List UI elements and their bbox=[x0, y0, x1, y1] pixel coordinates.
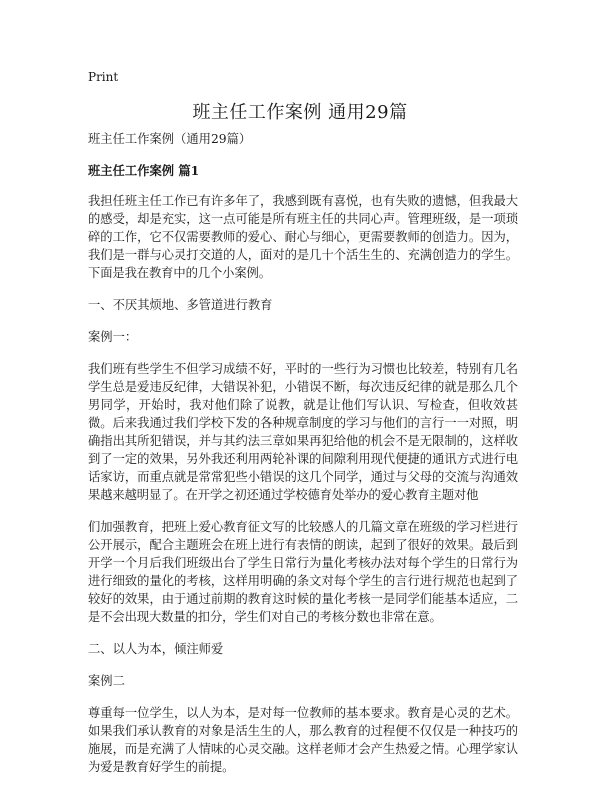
paragraph-intro: 我担任班主任工作已有许多年了，我感到既有喜悦，也有失败的遗憾，但我最大的感受，却是充实，这一点可能是所有班主任的共同心声。管理班级，是一项琐碎的工作，它不仅需要教师的爱心、耐心与细心，更需要教师的创造力。因为，我们是一群与心灵打交道的人，面对的是几十个活生生的、充满创造力的学生。下面是我在教育中的几个小案例。 bbox=[88, 194, 518, 280]
section-subheading-1: 一、不厌其烦地、多管道进行教育 bbox=[88, 298, 273, 312]
document-title: 班主任工作案例 通用29篇 bbox=[192, 102, 408, 123]
print-label: Print bbox=[88, 70, 119, 84]
section-heading: 班主任工作案例 篇1 bbox=[88, 163, 200, 178]
section-subheading-2: 二、以人为本，倾注师爱 bbox=[88, 642, 224, 656]
document-subtitle: 班主任工作案例（通用29篇） bbox=[88, 132, 252, 146]
case-label-1: 案例一： bbox=[88, 330, 138, 344]
document-body bbox=[88, 130, 518, 790]
paragraph-case-2: 尊重每一位学生，以人为本，是对每一位教师的基本要求。教育是心灵的艺术。如果我们承认教育的对象是活生生的人，那么教育的过程便不仅仅是一种技巧的施展，而是充满了人情味的心灵交融。这样老师才会产生热爱之情。心理学家认为爱是教育好学生的前提。 bbox=[88, 706, 518, 774]
paragraph-case-1b: 们加强教育，把班上爱心教育征文写的比较感人的几篇文章在班级的学习栏进行公开展示，配合主题班会在班上进行有表情的朗读，起到了很好的效果。最后到开学一个月后我们班级出台了学生日常行为量化考核办法对每个学生的日常行为进行细致的量化的考核，这样用明确的条文对每个学生的言行进行规范也起到了较好的效果，由于通过前期的教育这时候的量化考核一是同学们能基本适应，二是不会出现大数量的扣分，学生们对自己的考核分数也非常在意。 bbox=[88, 520, 518, 624]
case-label-2: 案例二 bbox=[88, 674, 125, 688]
paragraph-case-1a: 我们班有些学生不但学习成绩不好，平时的一些行为习惯也比较差，特别有几名学生总是爱违反纪律，大错误补犯，小错误不断，每次违反纪律的就是那么几个男同学，开始时，我对他们除了说教，就是让他们写认识、写检查，但收效甚微。后来我通过我们学校下发的各种规章制度的学习与他们的言行一一对照，明确指出其所犯错误，并与其约法三章如果再犯给他的机会不是无限制的，这样收到了一定的效果，另外我还利用两轮补课的间隙利用现代便捷的通讯方式进行电话家访，而重点就是常常犯些小错误的这几个同学，通过与父母的交流与沟通效果越来越明显了。在开学之初还通过学校德育处举办的爱心教育主题对他 bbox=[88, 362, 518, 502]
